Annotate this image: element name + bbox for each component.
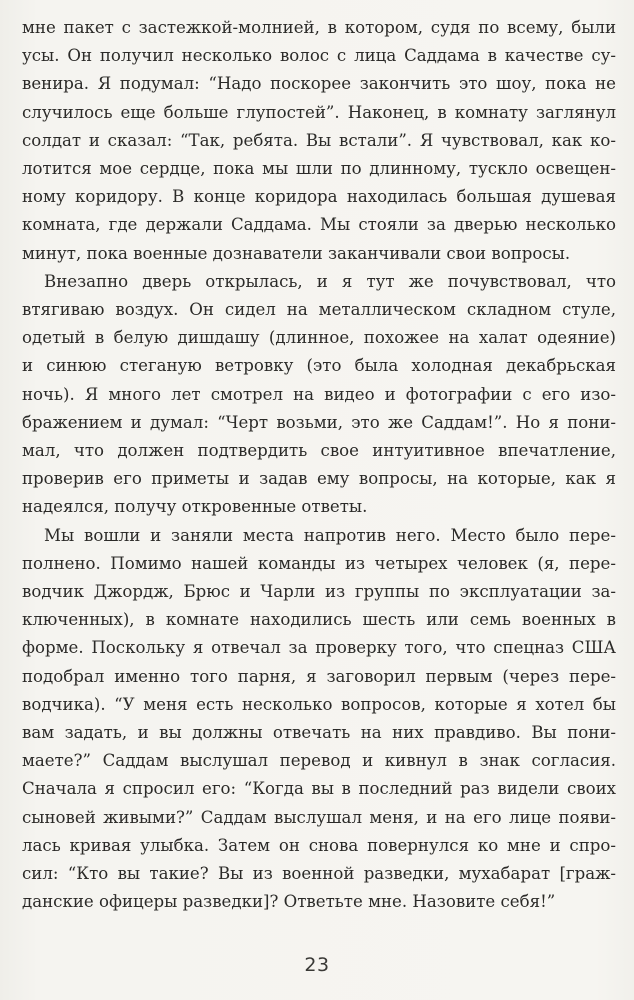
text-line: мне пакет с застежкой-молнией, в котором, судя по всему, были	[22, 18, 616, 37]
paragraph	[22, 268, 616, 522]
body-text	[22, 14, 616, 917]
text-line: проверив его приметы и задав ему вопросы, на которые, как я	[22, 469, 616, 489]
text-line: полнено. Помимо нашей команды из четырех человек (я, пере-	[22, 553, 616, 573]
text-line: сыновей живыми?” Саддам выслушал меня, и на его лице появи-	[22, 807, 616, 827]
text-line: и синюю стеганую ветровку (это была холодная декабрьская	[22, 356, 616, 376]
text-line: втягиваю воздух. Он сидел на металлическом складном стуле,	[22, 300, 616, 320]
text-line: лотится мое сердце, пока мы шли по длинному, тускло освещен-	[22, 159, 616, 179]
text-line: маете?” Саддам выслушал перевод и кивнул в знак согласия.	[22, 751, 616, 771]
text-line: минут, пока военные дознаватели заканчивали свои вопросы.	[22, 243, 571, 263]
text-line: Мы вошли и заняли места напротив него. Место было пере-	[44, 525, 616, 545]
paragraph	[22, 14, 616, 268]
text-line: надеялся, получу откровенные ответы.	[22, 497, 368, 517]
paragraph	[22, 522, 616, 917]
text-line: одетый в белую дишдашу (длинное, похожее на халат одеяние)	[22, 328, 616, 348]
text-line: сил: “Кто вы такие? Вы из военной разведки, мухабарат [граж-	[22, 864, 616, 884]
text-line: водчика). “У меня есть несколько вопросов, которые я хотел бы	[22, 694, 616, 714]
page-number: 23	[304, 954, 330, 976]
text-line: ключенных), в комнате находились шесть или семь военных в	[22, 610, 616, 630]
text-line: венира. Я подумал: “Надо поскорее закончить это шоу, пока не	[22, 74, 616, 94]
text-line: солдат и сказал: “Так, ребята. Вы встали”. Я чувствовал, как ко-	[22, 130, 616, 150]
text-line: усы. Он получил несколько волос с лица Саддама в качестве су-	[22, 46, 616, 66]
text-line: вам задать, и вы должны отвечать на них правдиво. Вы пони-	[22, 723, 616, 743]
text-line: форме. Поскольку я отвечал за проверку того, что спецназ США	[22, 638, 616, 658]
text-line: ночь). Я много лет смотрел на видео и фотографии с его изо-	[22, 384, 616, 404]
text-line: подобрал именно того парня, я заговорил первым (через пере-	[22, 666, 616, 686]
text-line: случилось еще больше глупостей”. Наконец, в комнату заглянул	[22, 102, 616, 122]
text-line: комната, где держали Саддама. Мы стояли за дверью несколько	[22, 215, 616, 235]
text-line: Внезапно дверь открылась, и я тут же почувствовал, что	[44, 271, 616, 291]
text-line: бражением и думал: “Черт возьми, это же Саддам!”. Но я пони-	[22, 412, 616, 432]
text-line: данские офицеры разведки]? Ответьте мне. Назовите себя!”	[22, 892, 556, 912]
text-line: ному коридору. В конце коридора находилась большая душевая	[22, 187, 616, 207]
text-line: водчик Джордж, Брюс и Чарли из группы по эксплуатации за-	[22, 582, 616, 602]
text-line: лась кривая улыбка. Затем он снова повернулся ко мне и спро-	[22, 835, 616, 855]
text-line: мал, что должен подтвердить свое интуитивное впечатление,	[22, 441, 616, 461]
text-line: Сначала я спросил его: “Когда вы в последний раз видели своих	[22, 779, 616, 799]
